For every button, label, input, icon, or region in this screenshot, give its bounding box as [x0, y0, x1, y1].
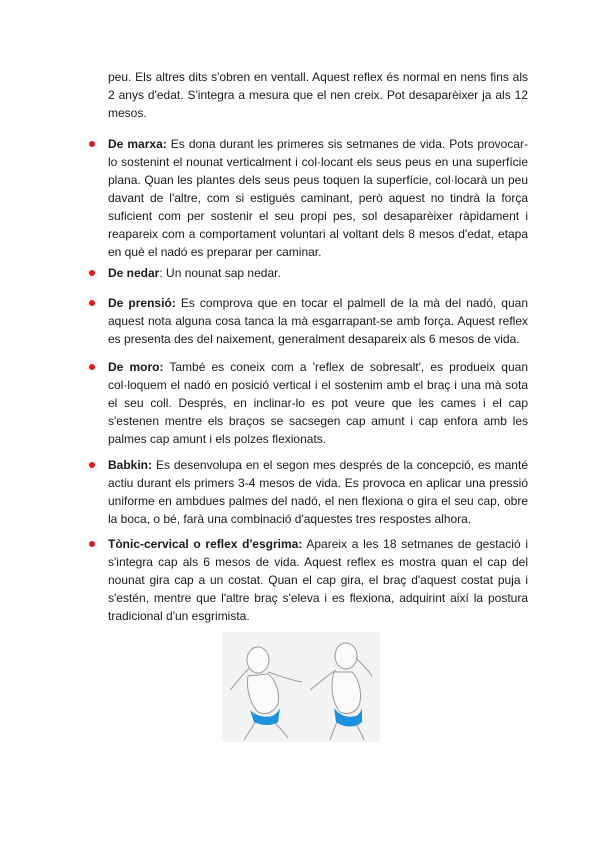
reflex-paragraph [108, 535, 528, 625]
reflex-term: De marxa: [108, 137, 167, 151]
bullet-icon [89, 541, 95, 547]
reflex-description: : Un nounat sap nedar. [159, 266, 281, 280]
baby-illustration-icon [222, 632, 380, 742]
intro-paragraph: peu. Els altres dits s'obren en ventall. Aquest reflex és normal en nens fins als 2 anys d'edat. S'integra a mesura que el nen creix. Pot desaparèixer ja als 12 mesos. [108, 70, 528, 120]
reflex-description: Es dona durant les primeres sis setmanes de vida. Pots provocar-lo sostenint el nounat verticalment i col·locant els seus peus en una superfície plana. Quan les plantes dels seus peus toquen la superfície, col·locarà un peu davant de l'altre, com si estigués caminant, però aquest no tindrà la força suficient com per sostenir el seu propi pes, sol desaparèixer ràpidament i reapareix com a comportament voluntari al voltant dels 8 mesos d'edat, etapa en què el nadó es preparar per caminar. [108, 137, 529, 259]
reflex-description: Es comprova que en tocar el palmell de la mà del nadó, quan aquest nota alguna cosa tanca la mà esgarrapant-se amb força. Aquest reflex es presenta des del naixement, generalment desapareix als 6 mesos de vida. [108, 296, 529, 346]
bullet-icon [89, 141, 95, 147]
reflex-paragraph [108, 358, 528, 448]
reflex-term: Tònic-cervical o reflex d'esgrima: [108, 537, 303, 551]
reflex-description: També es coneix com a 'reflex de sobresalt', es produeix quan col·loquem el nadó en posició vertical i el sostenim amb el braç i una mà sota el seu coll. Després, en inclinar-lo es pot veure que les cames i el cap s'estenen mentre els braços se sacsegen cap amunt i cap enfora amb les palmes cap amunt i els polzes flexionats. [108, 360, 528, 446]
reflex-description: Apareix a les 18 setmanes de gestació i s'integra cap als 6 mesos de vida. Aquest reflex es mostra quan el cap del nounat gira cap a un costat. Quan el cap gira, el braç d'aquest costat puja i s'estén, mentre que l'altre braç s'eleva i es flexiona, adquirint així la postura tradicional d'un esgrimista. [108, 537, 529, 623]
reflex-paragraph [108, 135, 528, 261]
bullet-icon [89, 462, 95, 468]
reflex-description: Es desenvolupa en el segon mes després de la concepció, es manté actiu durant els primers 3-4 mesos de vida. Es provoca en aplicar una pressió uniforme en ambdues palmes del nadó, el nen flexiona o gira el seu cap, obre la boca, o bé, farà una combinació d'aquestes tres respostes alhora. [108, 458, 528, 526]
bullet-icon [89, 300, 95, 306]
reflex-term: De prensió: [108, 296, 176, 310]
bullet-icon [89, 270, 95, 276]
reflex-term: Babkin: [108, 458, 153, 472]
reflex-term: De nedar [108, 266, 160, 280]
reflex-term: De moro: [108, 360, 164, 374]
reflex-paragraph [108, 456, 528, 528]
bullet-icon [89, 364, 95, 370]
reflex-paragraph [108, 294, 528, 348]
reflex-paragraph [108, 264, 528, 282]
baby-reflex-illustration [222, 632, 380, 742]
